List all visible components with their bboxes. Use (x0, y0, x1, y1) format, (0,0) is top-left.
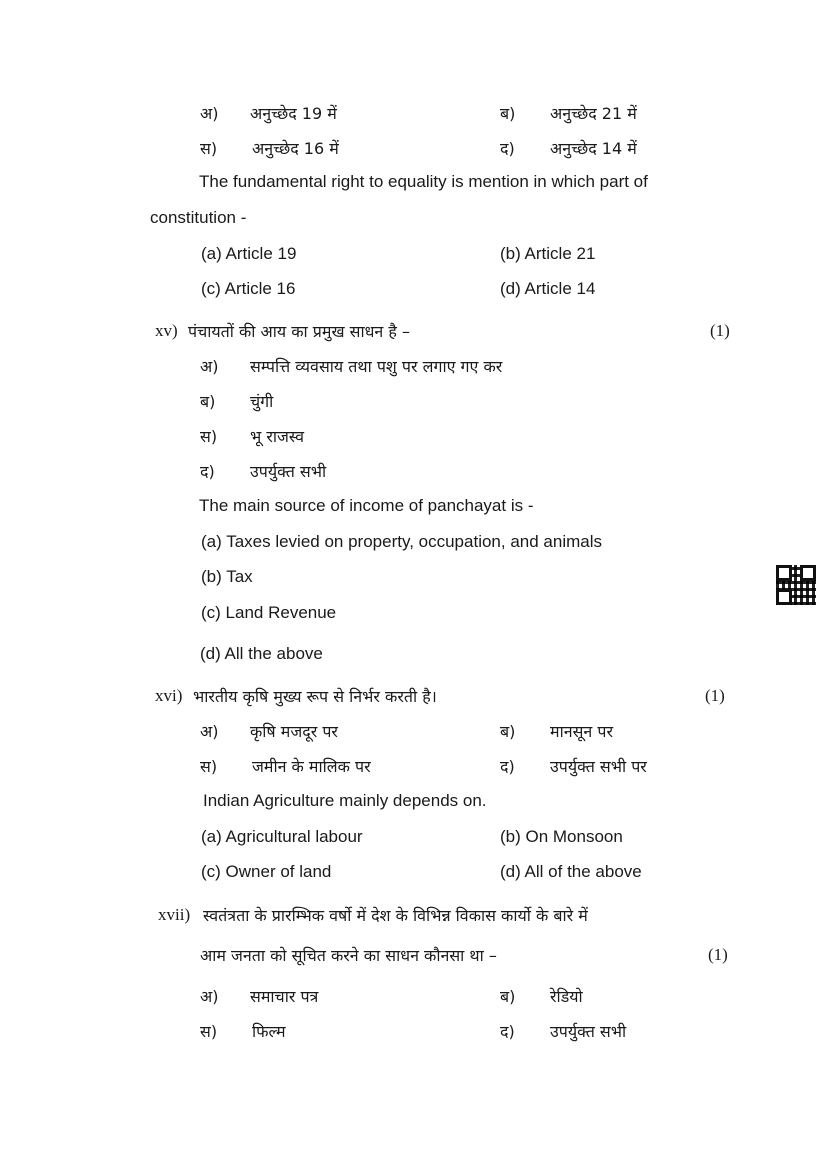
option-text: अनुच्छेद 14 में (550, 139, 637, 158)
option-english: (b) On Monsoon (500, 827, 623, 846)
question-text-hindi: आम जनता को सूचित करने का साधन कौनसा था – (200, 946, 497, 965)
option-text: कृषि मजदूर पर (250, 722, 338, 741)
option-label: द) (500, 139, 515, 158)
option-label: द) (500, 757, 515, 776)
option-text: अनुच्छेद 21 में (550, 104, 637, 123)
question-text-english: The main source of income of panchayat is - (199, 496, 534, 515)
question-text-english: The fundamental right to equality is mention in which part of (199, 172, 648, 191)
option-label: अ) (200, 987, 219, 1006)
question-text-hindi: स्वतंत्रता के प्रारम्भिक वर्षो में देश के विभिन्न विकास कार्यो के बारे में (203, 906, 588, 925)
option-text: अनुच्छेद 19 में (250, 104, 337, 123)
option-english: (c) Owner of land (201, 862, 332, 881)
option-text: सम्पत्ति व्यवसाय तथा पशु पर लगाए गए कर (250, 357, 503, 376)
option-text: उपर्युक्त सभी (550, 1022, 627, 1041)
option-english: (b) Tax (201, 567, 253, 586)
qr-code-icon (776, 565, 816, 605)
question-number: xvii) (158, 905, 191, 924)
option-text: मानसून पर (550, 722, 614, 741)
option-english: (a) Taxes levied on property, occupation, and animals (201, 532, 602, 551)
option-label: ब) (500, 104, 516, 123)
option-english: (a) Agricultural labour (201, 827, 363, 846)
option-label: स) (200, 1022, 218, 1041)
option-text: जमीन के मालिक पर (252, 757, 371, 776)
question-number: xv) (155, 321, 178, 340)
option-label: ब) (200, 392, 216, 411)
option-text: फिल्म (252, 1022, 286, 1041)
marks-label: (1) (708, 945, 728, 964)
option-text: समाचार पत्र (250, 987, 319, 1006)
option-text: भू राजस्व (250, 427, 305, 446)
option-label: ब) (500, 987, 516, 1006)
option-english: (d) All of the above (500, 862, 642, 881)
marks-label: (1) (710, 321, 730, 340)
option-label: स) (200, 757, 218, 776)
option-english: (d) Article 14 (500, 279, 596, 298)
question-number: xvi) (155, 686, 183, 705)
option-label: स) (200, 427, 218, 446)
option-text: उपर्युक्त सभी (250, 462, 327, 481)
option-english: (a) Article 19 (201, 244, 297, 263)
option-label: ब) (500, 722, 516, 741)
option-label: अ) (200, 357, 219, 376)
option-english: (d) All the above (200, 644, 323, 663)
option-english: (c) Article 16 (201, 279, 296, 298)
option-label: द) (500, 1022, 515, 1041)
option-text: उपर्युक्त सभी पर (550, 757, 647, 776)
option-english: (b) Article 21 (500, 244, 596, 263)
option-text: रेडियो (550, 987, 583, 1006)
marks-label: (1) (705, 686, 725, 705)
option-label: अ) (200, 104, 219, 123)
question-text-english: Indian Agriculture mainly depends on. (203, 791, 487, 810)
option-text: चुंगी (250, 392, 274, 411)
option-label: अ) (200, 722, 219, 741)
option-label: स) (200, 139, 218, 158)
question-text-hindi: भारतीय कृषि मुख्य रूप से निर्भर करती है। (193, 687, 437, 706)
question-text-english: constitution - (150, 208, 247, 227)
option-english: (c) Land Revenue (201, 603, 337, 622)
option-label: द) (200, 462, 215, 481)
option-text: अनुच्छेद 16 में (252, 139, 339, 158)
question-text-hindi: पंचायतों की आय का प्रमुख साधन है – (188, 322, 410, 341)
